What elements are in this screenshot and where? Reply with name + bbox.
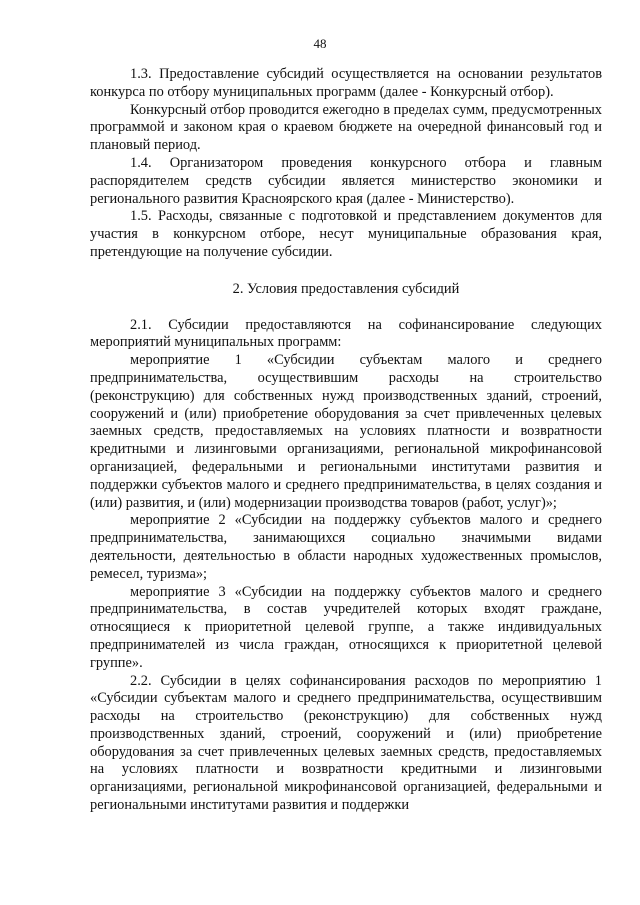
section-heading: 2. Условия предоставления субсидий [232, 280, 460, 297]
paragraph-1-5: 1.5. Расходы, связанные с подготовкой и представлением документов для участия в конкурсном отборе, несут муниципальные образования края, претендующие на получение субсидии. [90, 208, 602, 260]
paragraph-competitive-selection: Конкурсный отбор проводится ежегодно в пределах сумм, предусмотренных программой и законом края о краевом бюджете на очередной финансовый год и плановый период. [90, 101, 602, 154]
paragraph-measure-3: мероприятие 3 «Субсидии на поддержку субъектов малого и среднего предпринимательства, в состав учредителей которых входят граждане, относящиеся к приоритетной целевой группе, а также индивидуальных предпринимателей из числа граждан, относящихся к приоритетной целевой группе». [90, 583, 602, 671]
paragraph-measure-2: мероприятие 2 «Субсидии на поддержку субъектов малого и среднего предпринимательства, занимающихся социально значимыми видами деятельности, деятельностью в области народных художественных промыслов, ремесел, туризма»; [90, 512, 602, 582]
page-number: 48 [313, 36, 327, 51]
paragraph-2-2: 2.2. Субсидии в целях софинансирования расходов по мероприятию 1 «Субсидии субъектам малого и среднего предпринимательства, осуществившим расходы на строительство (реконструкцию) для собственных нужд производственных зданий, строений, сооружений и (или) приобретение оборудования за счет привлеченных целевых заемных средств, предоставляемых на условиях платности и возвратности кредитными и лизинговыми организациями, региональной микрофинансовой организацией, федеральными и региональными институтами развития и поддержки [90, 672, 602, 814]
paragraph-1-3: 1.3. Предоставление субсидий осуществляется на основании результатов конкурса по отбору муниципальных программ (далее - Конкурсный отбор). [90, 66, 602, 100]
paragraph-measure-1: мероприятие 1 «Субсидии субъектам малого и среднего предпринимательства, осуществившим расходы на строительство (реконструкцию) для собственных нужд производственных зданий, строений, сооружений и (или) приобретение оборудования за счет привлеченных целевых заемных средств, предоставляемых на условиях платности и возвратности кредитными и лизинговыми организациями, региональной микрофинансовой организацией, федеральными и региональными институтами развития и поддержки субъектов малого и среднего предпринимательства, в целях создания и (или) развития, и (или) модернизации производства товаров (работ, услуг)»; [90, 352, 602, 511]
paragraph-2-1: 2.1. Субсидии предоставляются на софинансирование следующих мероприятий муниципальных программ: [90, 316, 602, 351]
document-body [90, 66, 602, 815]
paragraph-1-4: 1.4. Организатором проведения конкурсного отбора и главным распорядителем средств субсидии является министерство экономики и регионального развития Красноярского края (далее - Министерство). [90, 154, 602, 207]
